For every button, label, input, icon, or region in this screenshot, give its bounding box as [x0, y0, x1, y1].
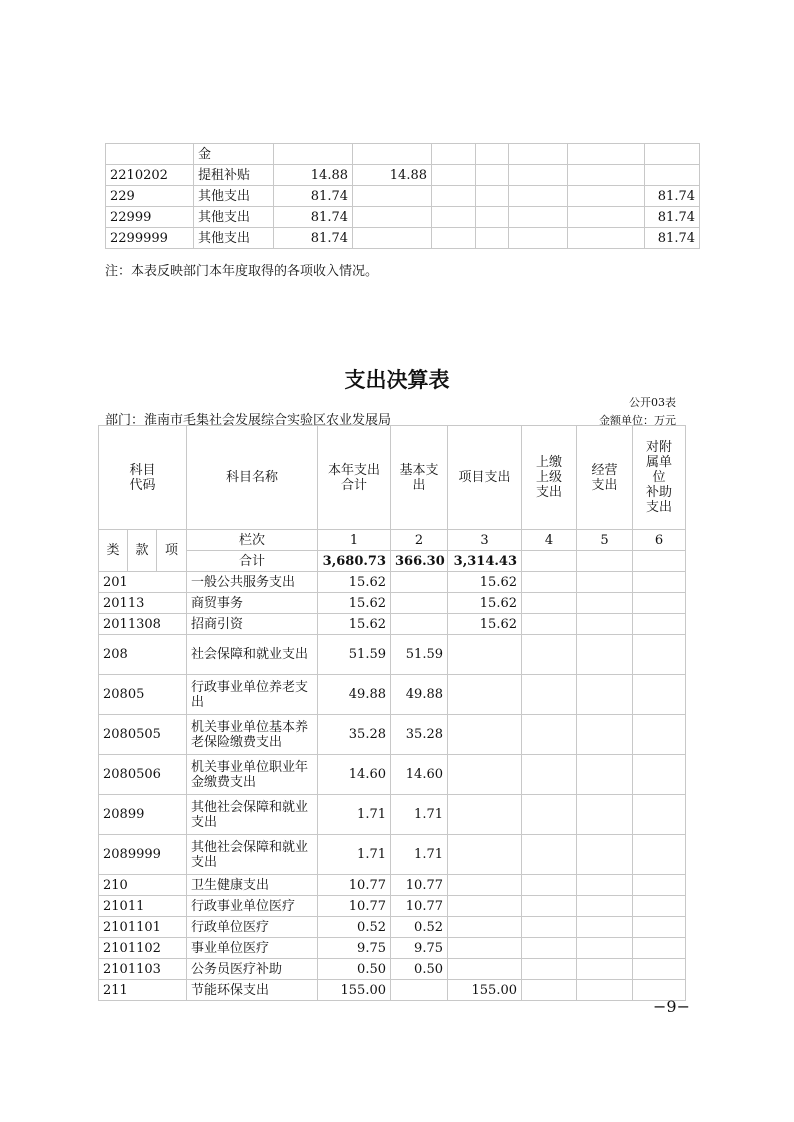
amount-cell	[448, 896, 522, 917]
amount-cell	[577, 875, 633, 896]
amount-cell	[522, 917, 577, 938]
amount-cell	[476, 186, 509, 207]
amount-cell	[633, 614, 686, 635]
amount-cell	[509, 228, 568, 249]
amount-cell	[522, 938, 577, 959]
header-project: 项目支出	[448, 426, 522, 530]
table-row	[106, 228, 700, 249]
amount-cell: 15.62	[318, 572, 391, 593]
subject-code: 210	[99, 875, 187, 896]
sub-label-kuan: 款	[128, 530, 157, 572]
amount-cell: 1.71	[318, 795, 391, 835]
form-number: 公开03表	[629, 396, 676, 409]
amount-cell	[633, 715, 686, 755]
total-value: 366.30	[391, 551, 448, 572]
header-total: 本年支出 合计	[318, 426, 391, 530]
table-row	[106, 165, 700, 186]
subject-name: 机关事业单位基本养老保险缴费支出	[187, 715, 318, 755]
amount-cell	[448, 675, 522, 715]
amount-cell	[522, 635, 577, 675]
amount-cell: 15.62	[448, 593, 522, 614]
amount-cell: 9.75	[391, 938, 448, 959]
column-number: 2	[391, 530, 448, 551]
amount-cell	[432, 144, 476, 165]
table-row	[99, 980, 686, 1001]
table-row	[99, 835, 686, 875]
subject-name: 机关事业单位职业年金缴费支出	[187, 755, 318, 795]
subject-code: 2299999	[106, 228, 194, 249]
table-row	[99, 675, 686, 715]
amount-cell	[633, 875, 686, 896]
amount-cell: 9.75	[318, 938, 391, 959]
department-label: 部门：淮南市毛集社会发展综合实验区农业发展局	[105, 413, 392, 428]
amount-cell	[577, 675, 633, 715]
amount-cell	[432, 165, 476, 186]
amount-cell: 35.28	[318, 715, 391, 755]
amount-cell	[522, 875, 577, 896]
amount-cell	[353, 144, 432, 165]
amount-cell	[432, 207, 476, 228]
subject-code: 2101101	[99, 917, 187, 938]
amount-cell	[391, 593, 448, 614]
amount-cell: 0.50	[391, 959, 448, 980]
amount-cell	[568, 144, 645, 165]
amount-cell	[432, 228, 476, 249]
amount-cell	[633, 572, 686, 593]
amount-cell: 10.77	[391, 896, 448, 917]
amount-cell: 15.62	[318, 614, 391, 635]
subject-name: 节能环保支出	[187, 980, 318, 1001]
amount-cell	[476, 165, 509, 186]
subject-code: 2011308	[99, 614, 187, 635]
amount-cell	[448, 755, 522, 795]
income-table-continued	[105, 143, 700, 249]
subject-name: 行政事业单位养老支出	[187, 675, 318, 715]
amount-cell	[568, 207, 645, 228]
column-number: 5	[577, 530, 633, 551]
total-label: 合计	[187, 551, 318, 572]
amount-cell: 81.74	[274, 207, 353, 228]
subject-name: 商贸事务	[187, 593, 318, 614]
amount-unit: 金额单位：万元	[599, 414, 676, 427]
amount-cell	[448, 938, 522, 959]
amount-cell	[522, 755, 577, 795]
subject-code: 2080506	[99, 755, 187, 795]
amount-cell: 15.62	[318, 593, 391, 614]
column-number-row	[99, 530, 686, 551]
sub-label-lei: 类	[99, 530, 128, 572]
amount-cell	[633, 795, 686, 835]
column-number: 3	[448, 530, 522, 551]
amount-cell: 10.77	[318, 896, 391, 917]
amount-cell	[577, 715, 633, 755]
amount-cell	[522, 835, 577, 875]
amount-cell	[391, 614, 448, 635]
header-basic: 基本支 出	[391, 426, 448, 530]
column-number: 1	[318, 530, 391, 551]
subject-code: 2101103	[99, 959, 187, 980]
header-subsidy: 对附 属单 位 补助 支出	[633, 426, 686, 530]
amount-cell: 81.74	[274, 228, 353, 249]
total-row	[99, 551, 686, 572]
amount-cell: 81.74	[645, 228, 700, 249]
amount-cell	[633, 959, 686, 980]
total-value	[633, 551, 686, 572]
amount-cell	[577, 980, 633, 1001]
amount-cell	[568, 228, 645, 249]
amount-cell	[448, 917, 522, 938]
amount-cell	[633, 635, 686, 675]
subject-code: 211	[99, 980, 187, 1001]
table-note: 注：本表反映部门本年度取得的各项收入情况。	[105, 264, 379, 279]
column-number: 4	[522, 530, 577, 551]
subject-code	[106, 144, 194, 165]
subject-code: 2210202	[106, 165, 194, 186]
amount-cell	[509, 144, 568, 165]
amount-cell	[391, 572, 448, 593]
amount-cell	[522, 959, 577, 980]
subject-code: 208	[99, 635, 187, 675]
amount-cell	[633, 938, 686, 959]
amount-cell	[568, 165, 645, 186]
income-table-body	[106, 144, 700, 249]
amount-cell	[633, 755, 686, 795]
subject-code: 229	[106, 186, 194, 207]
header-business: 经营 支出	[577, 426, 633, 530]
amount-cell	[577, 795, 633, 835]
table-row	[106, 207, 700, 228]
amount-cell	[448, 875, 522, 896]
subject-name: 招商引资	[187, 614, 318, 635]
table-row	[99, 938, 686, 959]
total-value	[577, 551, 633, 572]
amount-cell	[577, 896, 633, 917]
amount-cell: 81.74	[645, 186, 700, 207]
amount-cell	[391, 980, 448, 1001]
table-row	[99, 593, 686, 614]
amount-cell	[448, 635, 522, 675]
amount-cell	[568, 186, 645, 207]
table-row	[106, 144, 700, 165]
amount-cell	[353, 207, 432, 228]
amount-cell	[645, 165, 700, 186]
subject-code: 2089999	[99, 835, 187, 875]
subject-name: 其他社会保障和就业支出	[187, 835, 318, 875]
amount-cell	[633, 896, 686, 917]
expenditure-table	[98, 425, 686, 1001]
table-row	[99, 959, 686, 980]
table-row	[106, 186, 700, 207]
table-row	[99, 635, 686, 675]
amount-cell	[577, 572, 633, 593]
amount-cell	[476, 144, 509, 165]
amount-cell: 49.88	[318, 675, 391, 715]
amount-cell: 155.00	[318, 980, 391, 1001]
amount-cell	[577, 917, 633, 938]
header-upper: 上缴 上级 支出	[522, 426, 577, 530]
amount-cell: 49.88	[391, 675, 448, 715]
amount-cell	[522, 675, 577, 715]
subject-name: 金	[194, 144, 274, 165]
amount-cell: 0.52	[391, 917, 448, 938]
subject-code: 20805	[99, 675, 187, 715]
amount-cell: 155.00	[448, 980, 522, 1001]
subject-code: 201	[99, 572, 187, 593]
amount-cell	[522, 593, 577, 614]
amount-cell: 10.77	[391, 875, 448, 896]
column-number: 6	[633, 530, 686, 551]
amount-cell	[645, 144, 700, 165]
amount-cell	[476, 228, 509, 249]
amount-cell: 14.60	[391, 755, 448, 795]
amount-cell	[577, 614, 633, 635]
subject-name: 社会保障和就业支出	[187, 635, 318, 675]
table-row	[99, 917, 686, 938]
amount-cell	[448, 795, 522, 835]
sub-label-xiang: 项	[157, 530, 187, 572]
amount-cell	[522, 572, 577, 593]
amount-cell	[577, 835, 633, 875]
subject-name: 其他支出	[194, 186, 274, 207]
table-row	[99, 795, 686, 835]
amount-cell	[633, 835, 686, 875]
amount-cell	[448, 835, 522, 875]
amount-cell: 1.71	[318, 835, 391, 875]
amount-cell: 15.62	[448, 572, 522, 593]
subject-name: 公务员医疗补助	[187, 959, 318, 980]
amount-cell	[577, 593, 633, 614]
subject-code: 21011	[99, 896, 187, 917]
header-subject-code: 科目 代码	[99, 426, 187, 530]
amount-cell	[633, 675, 686, 715]
amount-cell: 0.52	[318, 917, 391, 938]
subject-code: 22999	[106, 207, 194, 228]
amount-cell: 14.88	[274, 165, 353, 186]
subject-name: 其他社会保障和就业支出	[187, 795, 318, 835]
amount-cell	[577, 755, 633, 795]
amount-cell	[509, 165, 568, 186]
amount-cell: 81.74	[645, 207, 700, 228]
subject-name: 卫生健康支出	[187, 875, 318, 896]
subject-name: 其他支出	[194, 207, 274, 228]
amount-cell	[577, 635, 633, 675]
amount-cell	[432, 186, 476, 207]
subject-name: 行政单位医疗	[187, 917, 318, 938]
subject-name: 一般公共服务支出	[187, 572, 318, 593]
subject-name: 提租补贴	[194, 165, 274, 186]
subject-code: 2101102	[99, 938, 187, 959]
amount-cell: 14.88	[353, 165, 432, 186]
amount-cell	[509, 207, 568, 228]
amount-cell: 51.59	[391, 635, 448, 675]
amount-cell	[522, 795, 577, 835]
amount-cell: 15.62	[448, 614, 522, 635]
amount-cell	[577, 959, 633, 980]
amount-cell: 81.74	[274, 186, 353, 207]
subject-code: 2080505	[99, 715, 187, 755]
amount-cell	[448, 959, 522, 980]
amount-cell	[522, 715, 577, 755]
table-row	[99, 715, 686, 755]
table-row	[99, 896, 686, 917]
table-row	[99, 614, 686, 635]
amount-cell	[476, 207, 509, 228]
amount-cell	[274, 144, 353, 165]
amount-cell	[522, 980, 577, 1001]
amount-cell	[353, 186, 432, 207]
header-row	[99, 426, 686, 530]
amount-cell	[633, 593, 686, 614]
amount-cell: 51.59	[318, 635, 391, 675]
amount-cell: 10.77	[318, 875, 391, 896]
amount-cell	[522, 614, 577, 635]
subject-name: 其他支出	[194, 228, 274, 249]
total-value: 3,680.73	[318, 551, 391, 572]
total-value: 3,314.43	[448, 551, 522, 572]
amount-cell	[522, 896, 577, 917]
amount-cell	[577, 938, 633, 959]
amount-cell: 1.71	[391, 835, 448, 875]
amount-cell: 1.71	[391, 795, 448, 835]
amount-cell	[353, 228, 432, 249]
total-value	[522, 551, 577, 572]
amount-cell	[509, 186, 568, 207]
amount-cell	[633, 917, 686, 938]
amount-cell: 14.60	[318, 755, 391, 795]
header-subject-name: 科目名称	[187, 426, 318, 530]
table-row	[99, 875, 686, 896]
subject-name: 行政事业单位医疗	[187, 896, 318, 917]
subject-code: 20113	[99, 593, 187, 614]
table-row	[99, 572, 686, 593]
amount-cell: 0.50	[318, 959, 391, 980]
amount-cell	[448, 715, 522, 755]
table-row	[99, 755, 686, 795]
subject-code: 20899	[99, 795, 187, 835]
amount-cell: 35.28	[391, 715, 448, 755]
subject-name: 事业单位医疗	[187, 938, 318, 959]
page-number: −9−	[653, 997, 690, 1016]
column-label: 栏次	[187, 530, 318, 551]
expenditure-table-body	[99, 426, 686, 1001]
page-title: 支出决算表	[344, 368, 450, 392]
